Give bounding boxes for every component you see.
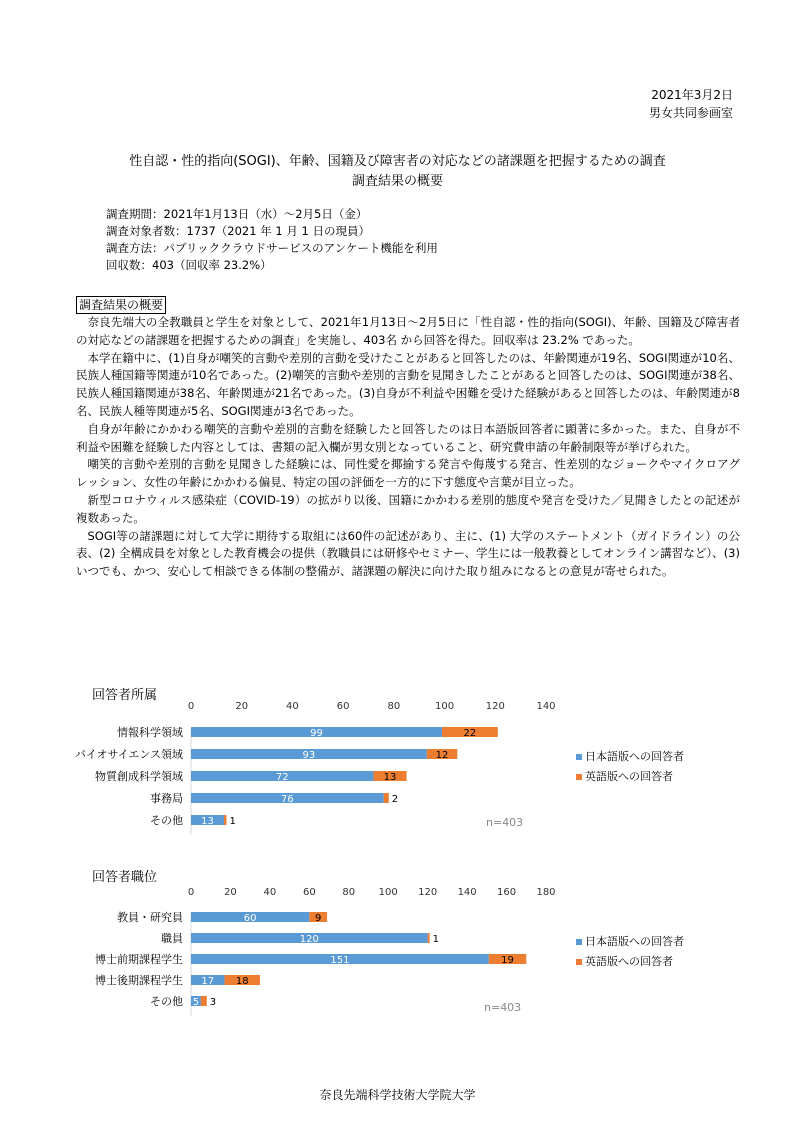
paragraph: 本学在籍中に、(1)自身が嘲笑的言動や差別的言動を受けたことがあると回答したのは、年齢関連が19名、SOGI関連が10名、民族人種国籍等関連が10名であった。(2)嘲笑的言動や差別的言動を見聞きしたことがあると回答したのは、SOGI関連が38名、民族人種国籍関連が38名、年齢関連が21名であった。(3)自身が不利益や困難を受けた経験があると回答したのは、年齢関連が8名、民族人種等関連が5名、SOGI関連が3名であった。: [76, 350, 740, 418]
survey-targets: 調査対象者数：1737（2021 年 1 月 1 日の現員）: [106, 224, 370, 238]
paragraph: 新型コロナウィルス感染症（COVID-19）の拡がり以後、国籍にかかわる差別的態度や発言を受けた／見聞きしたとの記述が複数あった。: [76, 492, 740, 525]
data-label: 72: [275, 772, 289, 783]
data-label: 17: [201, 976, 215, 987]
x-tick-label: 40: [263, 887, 277, 898]
data-label: 1: [432, 934, 440, 945]
data-label: 151: [330, 955, 350, 966]
document-header: [649, 86, 733, 122]
data-label: 19: [501, 955, 514, 966]
x-tick-label: 140: [536, 701, 556, 712]
x-tick-label: 140: [457, 887, 477, 898]
category-label: 博士前期課程学生: [95, 953, 183, 966]
title-line-1: 性自認・性的指向(SOGI)、年齢、国籍及び障害者の対応などの諸課題を把握するための調査: [129, 154, 666, 169]
issuing-office: 男女共同参画室: [648, 106, 733, 120]
data-label: 1: [229, 816, 236, 827]
x-tick-label: 60: [336, 701, 350, 712]
legend-swatch: [576, 959, 582, 965]
paragraph: SOGI等の諸課題に対して大学に期待する取組には60件の記述があり、主に、(1) 大学のステートメント（ガイドライン）の公表、(2) 全構成員を対象とした教育機会の提供（教職員には研修やセミナー、学生には一般教養としてオンライン講習など）、(3) いつでも、かつ、安心して相談できる体制の整備が、諸課題の解決に向けた取り組みになるとの意見が寄せられた。: [76, 528, 740, 579]
document-date: 2021年3月2日: [651, 88, 733, 102]
document-title: [0, 152, 795, 192]
x-tick-label: 80: [387, 701, 401, 712]
data-label: 93: [302, 750, 316, 761]
data-label: 76: [280, 794, 294, 805]
x-tick-label: 120: [418, 887, 438, 898]
data-label: 60: [243, 913, 257, 924]
paragraph: 自身が年齢にかかわる嘲笑的言動や差別的言動を経験したと回答したのは日本語版回答者に顕著に多かった。また、自身が不利益や困難を経験した内容としては、書類の記入欄が男女別となっていること、研究費申請の年齢制限等が挙げられた。: [76, 421, 740, 454]
bar-segment: [384, 793, 389, 803]
category-label: 情報科学領域: [117, 726, 183, 739]
x-tick-label: 160: [497, 887, 517, 898]
x-tick-label: 0: [187, 887, 195, 898]
data-label: 22: [463, 728, 477, 739]
x-tick-label: 100: [435, 701, 455, 712]
x-tick-label: 80: [342, 887, 356, 898]
footer-university: 奈良先端科学技術大学院大学: [319, 1088, 476, 1102]
legend-label: 英語版への回答者: [585, 770, 673, 783]
survey-response: 回収数：403（回収率 23.2%）: [106, 258, 272, 272]
section-title: 調査結果の概要: [76, 296, 166, 314]
affiliation-chart: [0, 695, 795, 835]
data-label: 18: [235, 976, 249, 987]
x-tick-label: 20: [235, 701, 249, 712]
legend-label: 日本語版への回答者: [585, 750, 684, 763]
x-tick-label: 180: [536, 887, 556, 898]
x-tick-label: 60: [302, 887, 316, 898]
data-label: 13: [201, 816, 214, 827]
data-label: 2: [391, 794, 399, 805]
title-line-2: 調査結果の概要: [351, 174, 443, 189]
data-label: 13: [383, 772, 397, 783]
survey-method: 調査方法：パブリッククラウドサービスのアンケート機能を利用: [106, 241, 438, 255]
category-label: 職員: [161, 932, 183, 945]
sample-size-note: n=403: [484, 1001, 522, 1014]
category-label: その他: [150, 995, 183, 1008]
legend-label: 日本語版への回答者: [585, 935, 684, 948]
x-tick-label: 120: [485, 701, 505, 712]
data-label: 12: [435, 750, 449, 761]
position-chart: [0, 880, 795, 1020]
bar-segment: [224, 815, 227, 825]
data-label: 120: [299, 934, 319, 945]
x-tick-label: 0: [187, 701, 195, 712]
survey-period: 調査期間：2021年1月13日（水）～2月5日（金）: [106, 207, 368, 221]
category-label: 博士後期課程学生: [95, 974, 183, 987]
legend-label: 英語版への回答者: [585, 955, 673, 968]
legend-swatch: [576, 754, 582, 760]
data-label: 99: [310, 728, 323, 739]
results-summary: [76, 314, 740, 581]
sample-size-note: n=403: [486, 816, 524, 829]
x-tick-label: 20: [224, 887, 237, 898]
category-label: その他: [150, 814, 183, 827]
data-label: 3: [209, 997, 217, 1008]
x-tick-label: 100: [378, 887, 398, 898]
bar-segment: [201, 996, 207, 1006]
paragraph: 奈良先端大の全教職員と学生を対象として、2021年1月13日～2月5日に「性自認・性的指向(SOGI)、年齢、国籍及び障害者の対応などの諸課題を把握するための調査」を実施し、403名 から回答を得た。回収率は 23.2% であった。: [76, 315, 740, 347]
chart-title-position: 回答者職位: [92, 870, 158, 885]
survey-info: [106, 206, 438, 274]
paragraph: 嘲笑的言動や差別的言動を見聞きした経験には、同性愛を揶揄する発言や侮蔑する発言、性差別的なジョークやマイクロアグレッション、女性の年齢にかかわる偏見、特定の国の評価を一方的に下す態度や言葉が目立った。: [76, 457, 740, 490]
legend-swatch: [576, 939, 582, 945]
category-label: バイオサイエンス領域: [74, 748, 183, 761]
bar-segment: [428, 933, 430, 943]
legend-swatch: [576, 774, 582, 780]
data-label: 5: [192, 997, 200, 1008]
x-tick-label: 40: [286, 701, 299, 712]
category-label: 教員・研究員: [117, 911, 183, 924]
category-label: 物質創成科学領域: [95, 770, 183, 783]
category-label: 事務局: [150, 792, 183, 805]
chart-title-affiliation: 回答者所属: [92, 688, 158, 703]
data-label: 9: [315, 913, 322, 924]
